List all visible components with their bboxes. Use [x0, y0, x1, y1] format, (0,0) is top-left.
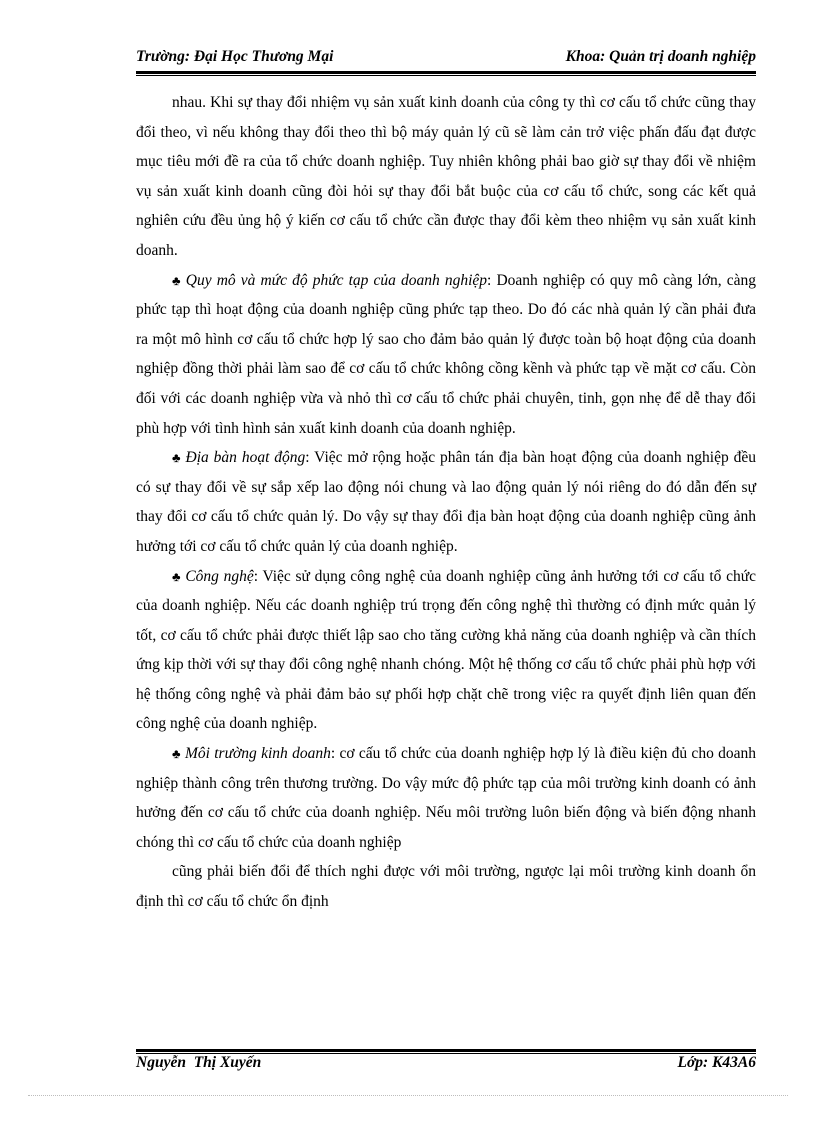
paragraph-text: : cơ cấu tổ chức của doanh nghiệp hợp lý là điều kiện đủ cho doanh nghiệp thành công trên thương trường. Do vậy mức độ phức tạp của môi trường kinh doanh có ảnh hưởng đến cơ cấu tổ chức của doanh nghiệp. Nếu môi trường luôn biến động và biến động nhanh chóng thì cơ cấu tổ chức của doanh nghiệp [136, 745, 757, 851]
paragraph-text: : Việc mở rộng hoặc phân tán địa bàn hoạt động của doanh nghiệp đều có sự thay đổi về sự sắp xếp lao động nói chung và lao động quản lý nói riêng do đó dẫn đến sự thay đổi cơ cấu tổ chức quản lý. Do vậy sự thay đổi địa bàn hoạt động của doanh nghiệp cũng ảnh hưởng tới cơ cấu tổ chức quản lý của doanh nghiệp. [136, 449, 756, 555]
paragraph-text: : Doanh nghiệp có quy mô càng lớn, càng phức tạp thì hoạt động của doanh nghiệp cũng phức tạp theo. Do đó các nhà quản lý cần phải đưa ra một mô hình cơ cấu tổ chức hợp lý sao cho đảm bảo quản lý được toàn bộ hoạt động của doanh nghiệp đồng thời phải làm sao để cơ cấu tổ chức không cồng kềnh và phức tạp về mặt cơ cấu. Còn đối với các doanh nghiệp vừa và nhỏ thì cơ cấu tổ chức phải chuyên, tinh, gọn nhẹ để dễ thay đổi phù hợp với tình hình sản xuất kinh doanh của doanh nghiệp. [136, 271, 756, 437]
paragraph-text: cũng phải biến đổi để thích nghi được với môi trường, ngược lại môi trường kinh doanh ổn định thì cơ cấu tổ chức ổn định [136, 863, 756, 911]
header-faculty: Khoa: Quản trị doanh nghiệp [565, 48, 756, 65]
club-bullet-icon: ♣ [172, 568, 182, 584]
paragraph-technology [136, 562, 756, 740]
paragraph-lead: Quy mô và mức độ phức tạp của doanh nghiệp [185, 271, 488, 289]
paragraph-lead: Môi trường kinh doanh [184, 745, 331, 763]
club-bullet-icon: ♣ [172, 450, 182, 466]
paragraph-environment-cont [136, 857, 756, 916]
paragraph-location [136, 443, 756, 561]
header-rule [136, 71, 756, 76]
paragraph-environment [136, 739, 756, 857]
paragraph-lead: Công nghệ [185, 567, 254, 585]
footer-class: Lớp: K43A6 [677, 1054, 756, 1071]
paragraph-lead: Địa bàn hoạt động [185, 449, 306, 467]
paragraph-continuation [136, 88, 756, 266]
header-school: Trường: Đại Học Thương Mại [136, 48, 334, 65]
club-bullet-icon: ♣ [172, 272, 182, 288]
paragraph-text: : Việc sử dụng công nghệ của doanh nghiệp cũng ảnh hưởng tới cơ cấu tổ chức của doanh nghiệp. Nếu các doanh nghiệp trú trọng đến công nghệ thì thường có định mức quản lý tốt, cơ cấu tổ chức phải được thiết lập sao cho tăng cường khả năng của doanh nghiệp và cần thích ứng kịp thời với sự thay đổi công nghệ nhanh chóng. Một hệ thống cơ cấu tổ chức phải phù hợp với hệ thống công nghệ và phải đảm bảo sự phối hợp chặt chẽ trong việc ra quyết định liên quan đến công nghệ của doanh nghiệp. [136, 567, 757, 733]
page-break-line [28, 1095, 788, 1096]
paragraph-text: nhau. Khi sự thay đổi nhiệm vụ sản xuất kinh doanh của công ty thì cơ cấu tổ chức cũng thay đổi theo, vì nếu không thay đổi theo thì bộ máy quản lý cũ sẽ làm cản trở việc phấn đấu đạt được mục tiêu mới đề ra của tổ chức doanh nghiệp. Tuy nhiên không phải bao giờ sự thay đổi về nhiệm vụ sản xuất kinh doanh cũng đòi hỏi sự thay đổi bắt buộc của cơ cấu tổ chức, song các kết quả nghiên cứu đều ủng hộ ý kiến cơ cấu tổ chức cần được thay đổi kèm theo nhiệm vụ sản xuất kinh doanh. [136, 94, 756, 259]
page-header [136, 48, 756, 70]
club-bullet-icon: ♣ [172, 746, 181, 762]
footer-author: Nguyễn Thị Xuyến [136, 1054, 262, 1071]
page-footer [136, 1054, 756, 1072]
paragraph-scale [136, 266, 756, 444]
document-body [136, 88, 756, 917]
